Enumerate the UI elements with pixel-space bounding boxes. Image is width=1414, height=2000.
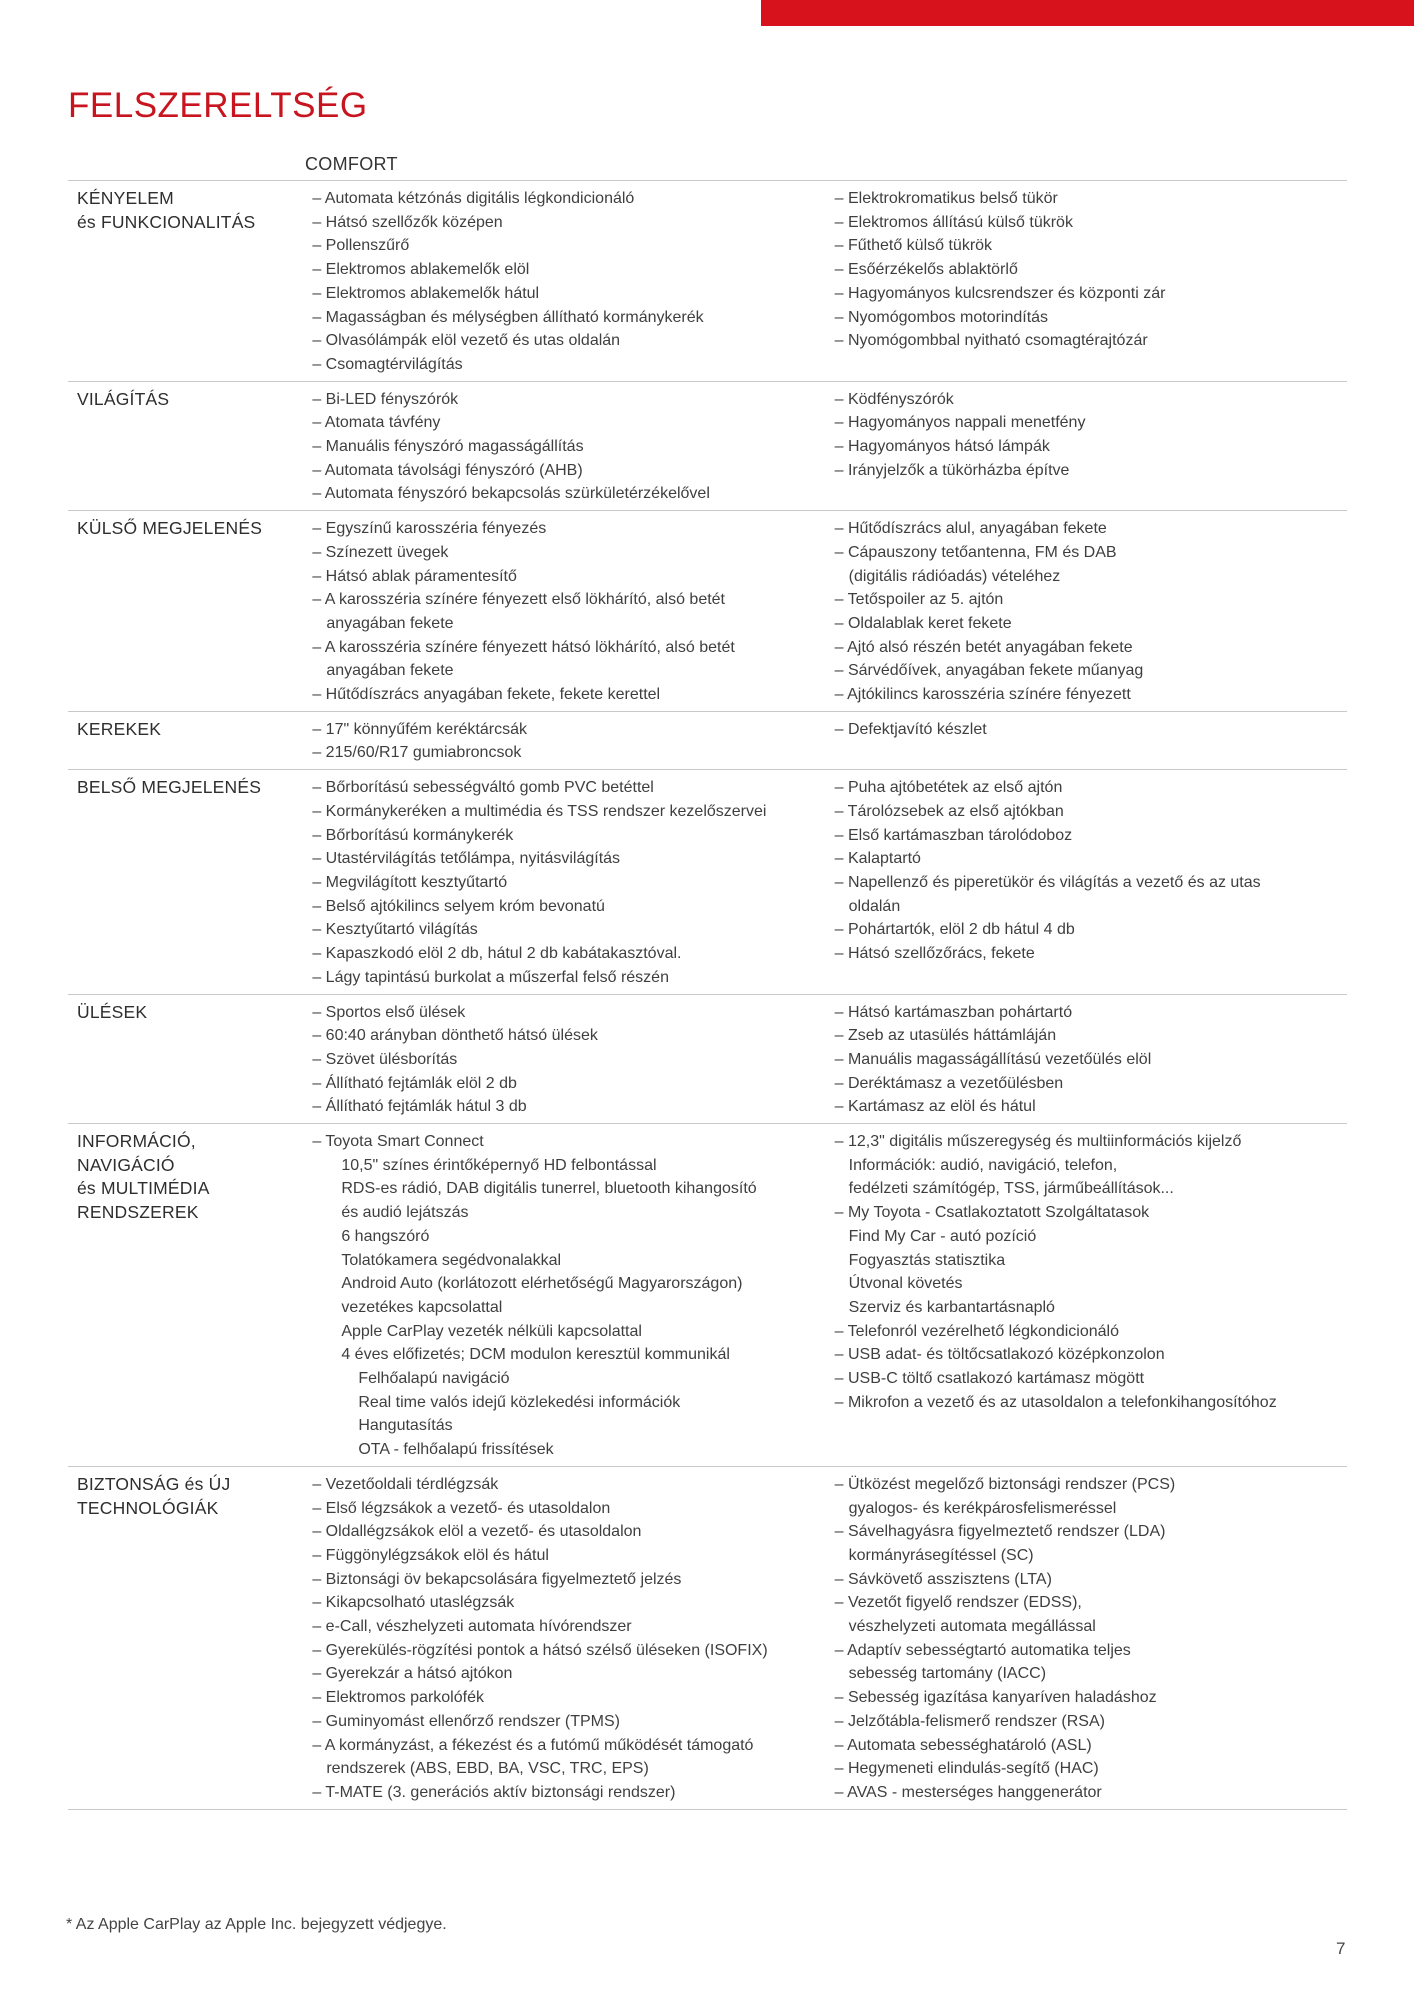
feature-item: – Függönylégzsákok elöl és hátul [312,1546,549,1564]
feature-item: – Utastérvilágítás tetőlámpa, nyitásvilágítás [312,850,621,868]
feature-item: – Defektjavító készlet [834,720,987,738]
feature-item: – Oldalablak keret fekete [834,614,1012,632]
feature-item: – Kormánykeréken a multimédia és TSS rendszer kezelőszervei [312,802,767,820]
feature-item: – Automata kétzónás digitális légkondicionáló [312,190,635,207]
feature-item: – Kalaptartó [834,850,921,868]
feature-item: vezetékes kapcsolattal [341,1298,503,1316]
feature-item: – Zseb az utasülés háttámláján [834,1027,1057,1045]
feature-item: – Pohártartók, elöl 2 db hátul 4 db [834,921,1075,939]
feature-item: – Sportos első ülések [312,1003,466,1021]
spec-section [68,1467,1347,1810]
feature-item: – My Toyota - Csatlakoztatott Szolgáltatasok [834,1204,1150,1222]
feature-item: – Elektromos ablakemelők elöl [312,261,530,279]
feature-item: – Hátsó ablak páramentesítő [312,567,517,585]
feature-item: – A karosszéria színére fényezett hátsó lökhárító, alsó betét [312,638,735,656]
feature-item: Fogyasztás statisztika [848,1251,1006,1269]
feature-column-left [312,388,834,507]
feature-column-right [835,187,1347,377]
feature-item: – Manuális magasságállítású vezetőülés elöl [834,1050,1152,1068]
feature-item: anyagában fekete [326,662,454,680]
feature-item: – Ajtó alsó részén betét anyagában fekete [834,638,1133,656]
feature-item: – Automata sebességhatároló (ASL) [834,1736,1092,1754]
section-label [68,776,312,989]
header-accent-bar [761,0,1414,26]
feature-item: – Megvilágított kesztyűtartó [312,873,508,891]
feature-item: – Esőérzékelős ablaktörlő [834,261,1018,279]
feature-item: fedélzeti számítógép, TSS, járműbeállítások... [848,1180,1174,1198]
feature-column-right [835,1473,1347,1805]
equipment-table [68,180,1347,1810]
section-label-line: NAVIGÁCIÓ [77,1154,175,1175]
feature-item: – Adaptív sebességtartó automatika teljes [834,1641,1131,1659]
feature-item: – Első kartámaszban tárolódoboz [834,826,1073,844]
section-label-line: INFORMÁCIÓ, [77,1131,196,1152]
feature-item: oldalán [848,897,901,915]
feature-item: (digitális rádióadás) vételéhez [848,567,1061,585]
feature-item: sebesség tartomány (IACC) [848,1665,1047,1683]
feature-item: 10,5" színes érintőképernyő HD felbontással [341,1156,657,1174]
section-label [68,187,312,377]
feature-column-right [835,1001,1347,1120]
feature-item: – Lágy tapintású burkolat a műszerfal felső részén [312,968,669,986]
feature-item: – Napellenző és piperetükör és világítás a vezető és az utas [834,873,1261,891]
section-label-line: KÜLSŐ MEGJELENÉS [77,518,263,539]
feature-item: – Automata fényszóró bekapcsolás szürkületérzékelővel [312,485,710,503]
feature-column-left [312,517,834,707]
section-label-line: TECHNOLÓGIÁK [77,1497,219,1518]
feature-item: Android Auto (korlátozott elérhetőségű Magyarországon) [341,1275,743,1293]
feature-item: – Ködfényszórók [834,390,954,408]
feature-item: – Sávelhagyásra figyelmeztető rendszer (LDA) [834,1523,1166,1541]
feature-item: – Gyerekülés-rögzítési pontok a hátsó szélső üléseken (ISOFIX) [312,1641,768,1659]
feature-item: – Hagyományos kulcsrendszer és központi zár [834,284,1166,302]
feature-item: – Elektromos ablakemelők hátul [312,284,540,302]
feature-item: – Hátsó szellőzőrács, fekete [834,945,1035,963]
feature-item: – A kormányzást, a fékezést és a futómű működését támogató [312,1736,754,1754]
feature-column-left [312,187,834,377]
feature-item: – Magasságban és mélységben állítható kormánykerék [312,308,704,326]
feature-item: – Tárolózsebek az első ajtókban [834,802,1064,820]
feature-item: – Elektrokromatikus belső tükör [834,190,1058,207]
section-label [68,1130,312,1462]
feature-column-left [312,1473,834,1805]
feature-item: – Egyszínű karosszéria fényezés [312,520,547,538]
feature-item: – A karosszéria színére fényezett első lökhárító, alsó betét [312,591,725,609]
feature-item: – Manuális fényszóró magasságállítás [312,438,584,456]
feature-item: – Pollenszűrő [312,237,410,255]
page-title: FELSZERELTSÉG [68,86,368,125]
feature-item: – Nyomógombos motorindítás [834,308,1049,326]
section-label [68,718,312,765]
feature-item: Információk: audió, navigáció, telefon, [848,1156,1118,1174]
feature-item: – 60:40 arányban dönthető hátsó ülések [312,1027,598,1045]
feature-column-left [312,1001,834,1120]
footnote: * Az Apple CarPlay az Apple Inc. bejegyzett védjegye. [66,1916,447,1933]
feature-item: – Atomata távfény [312,414,441,432]
feature-item: – Szövet ülésborítás [312,1050,458,1068]
feature-item: – Állítható fejtámlák hátul 3 db [312,1098,527,1116]
feature-item: – Mikrofon a vezető és az utasoldalon a telefonkihangosítóhoz [834,1393,1277,1411]
feature-item: – Csomagtérvilágítás [312,355,463,373]
feature-item: – Toyota Smart Connect [312,1133,484,1151]
feature-item: – Vezetőoldali térdlégzsák [312,1475,499,1493]
section-label [68,1001,312,1120]
feature-item: Tolatókamera segédvonalakkal [341,1251,562,1269]
feature-column-right [835,517,1347,707]
spec-section [68,1124,1347,1467]
section-label-line: VILÁGÍTÁS [77,388,170,409]
feature-column-left [312,776,834,989]
feature-item: – Sárvédőívek, anyagában fekete műanyag [834,662,1144,680]
feature-item: – Cápauszony tetőantenna, FM és DAB [834,543,1117,561]
section-label-line: ÜLÉSEK [77,1001,148,1022]
feature-item: – Hagyományos hátsó lámpák [834,438,1050,456]
feature-item: 4 éves előfizetés; DCM modulon keresztül kommunikál [341,1346,730,1364]
feature-item: vészhelyzeti automata megállással [848,1618,1096,1636]
feature-item: – AVAS - mesterséges hanggenerátor [834,1784,1102,1801]
feature-item: – Gyerekzár a hátsó ajtókon [312,1665,513,1683]
feature-item: Útvonal követés [848,1275,963,1293]
feature-item: – Bi-LED fényszórók [312,390,459,408]
feature-item: – Hegymeneti elindulás-segítő (HAC) [834,1760,1099,1778]
feature-item: rendszerek (ABS, EBD, BA, VSC, TRC, EPS) [326,1760,649,1778]
feature-item: Szerviz és karbantartásnapló [848,1298,1055,1316]
feature-item: – Fűthető külső tükrök [834,237,993,255]
feature-item: – Jelzőtábla-felismerő rendszer (RSA) [834,1712,1105,1730]
spec-section [68,770,1347,994]
feature-item: – Olvasólámpák elöl vezető és utas oldalán [312,332,621,350]
spec-section [68,181,1347,382]
section-label-line: és FUNKCIONALITÁS [77,211,256,232]
feature-item: Apple CarPlay vezeték nélküli kapcsolattal [341,1322,642,1340]
feature-item: – USB adat- és töltőcsatlakozó középkonzolon [834,1346,1165,1364]
spec-section [68,995,1347,1125]
feature-item: Real time valós idejű közlekedési információk [358,1393,681,1411]
feature-item: – Bőrborítású sebességváltó gomb PVC betéttel [312,779,654,797]
feature-item: OTA - felhőalapú frissítések [358,1441,554,1459]
feature-item: – Tetőspoiler az 5. ajtón [834,591,1004,609]
feature-item: – Deréktámasz a vezetőülésben [834,1074,1064,1092]
feature-item: – 17" könnyűfém keréktárcsák [312,720,527,738]
feature-item: – Első légzsákok a vezető- és utasoldalon [312,1499,611,1517]
feature-item: – Hűtődíszrács anyagában fekete, fekete kerettel [312,686,661,704]
feature-item: – 215/60/R17 gumiabroncsok [312,744,522,762]
feature-item: kormányrásegítéssel (SC) [848,1546,1034,1564]
section-label [68,517,312,707]
section-label-line: KÉNYELEM [77,188,174,208]
feature-item: Find My Car - autó pozíció [848,1227,1037,1245]
feature-item: 6 hangszóró [341,1227,430,1245]
feature-item: – Guminyomást ellenőrző rendszer (TPMS) [312,1712,620,1730]
section-label [68,1473,312,1805]
feature-item: – e-Call, vészhelyzeti automata hívórendszer [312,1618,632,1636]
feature-item: – Kartámasz az elöl és hátul [834,1098,1036,1116]
feature-item: – Kapaszkodó elöl 2 db, hátul 2 db kabátakasztóval. [312,945,682,963]
feature-item: Felhőalapú navigáció [358,1370,510,1388]
page-number: 7 [1336,1939,1346,1958]
section-label-line: BELSŐ MEGJELENÉS [77,777,262,798]
feature-item: – Puha ajtóbetétek az első ajtón [834,779,1063,797]
feature-item: – Kikapcsolható utaslégzsák [312,1594,515,1612]
feature-item: RDS-es rádió, DAB digitális tunerrel, bluetooth kihangosító [341,1180,757,1198]
spec-section [68,382,1347,512]
feature-item: – Sávkövető asszisztens (LTA) [834,1570,1052,1588]
section-label-line: és MULTIMÉDIA [77,1178,210,1199]
feature-item: – Elektromos állítású külső tükrök [834,213,1073,231]
section-label-line: RENDSZEREK [77,1202,199,1223]
feature-item: – Automata távolsági fényszóró (AHB) [312,461,583,479]
feature-item: – T-MATE (3. generációs aktív biztonsági rendszer) [312,1784,676,1801]
feature-item: és audió lejátszás [341,1204,469,1222]
feature-item: gyalogos- és kerékpárosfelismeréssel [848,1499,1117,1517]
feature-item: – 12,3" digitális műszeregység és multiinformációs kijelző [834,1133,1242,1151]
grade-header: COMFORT [305,154,398,174]
feature-column-left [312,718,834,765]
feature-item: – Irányjelzők a tükörházba építve [834,461,1070,479]
feature-item: – Oldallégzsákok elöl a vezető- és utasoldalon [312,1523,642,1541]
feature-column-right [835,776,1347,989]
feature-column-right [835,388,1347,507]
section-label-line: KEREKEK [77,718,162,739]
feature-item: – Ajtókilincs karosszéria színére fényezett [834,686,1131,704]
feature-item: – Hátsó szellőzők középen [312,213,503,231]
feature-item: – Elektromos parkolófék [312,1689,484,1707]
feature-item: – Állítható fejtámlák elöl 2 db [312,1074,517,1092]
feature-item: – Kesztyűtartó világítás [312,921,478,939]
feature-column-right [835,1130,1347,1462]
feature-item: – Vezetőt figyelő rendszer (EDSS), [834,1594,1082,1612]
spec-section [68,712,1347,770]
feature-item: – Nyomógombbal nyitható csomagtérajtózár [834,332,1148,350]
spec-section [68,511,1347,712]
feature-item: – Bőrborítású kormánykerék [312,826,514,844]
feature-item: – Biztonsági öv bekapcsolására figyelmeztető jelzés [312,1570,682,1588]
feature-column-left [312,1130,834,1462]
feature-item: – Színezett üvegek [312,543,449,561]
feature-item: anyagában fekete [326,614,454,632]
feature-item: – Ütközést megelőző biztonsági rendszer (PCS) [834,1475,1176,1493]
feature-item: – Sebesség igazítása kanyaríven haladáshoz [834,1689,1157,1707]
feature-item: – USB-C töltő csatlakozó kartámasz mögött [834,1370,1145,1388]
feature-item: Hangutasítás [358,1417,453,1435]
feature-item: – Telefonról vezérelhető légkondicionáló [834,1322,1119,1340]
feature-item: – Hűtődíszrács alul, anyagában fekete [834,520,1107,538]
feature-item: – Hagyományos nappali menetfény [834,414,1086,432]
section-label-line: BIZTONSÁG és ÚJ [77,1473,231,1494]
feature-column-right [835,718,1347,765]
feature-item: – Belső ajtókilincs selyem króm bevonatú [312,897,605,915]
section-label [68,388,312,507]
feature-item: – Hátsó kartámaszban pohártartó [834,1003,1073,1021]
